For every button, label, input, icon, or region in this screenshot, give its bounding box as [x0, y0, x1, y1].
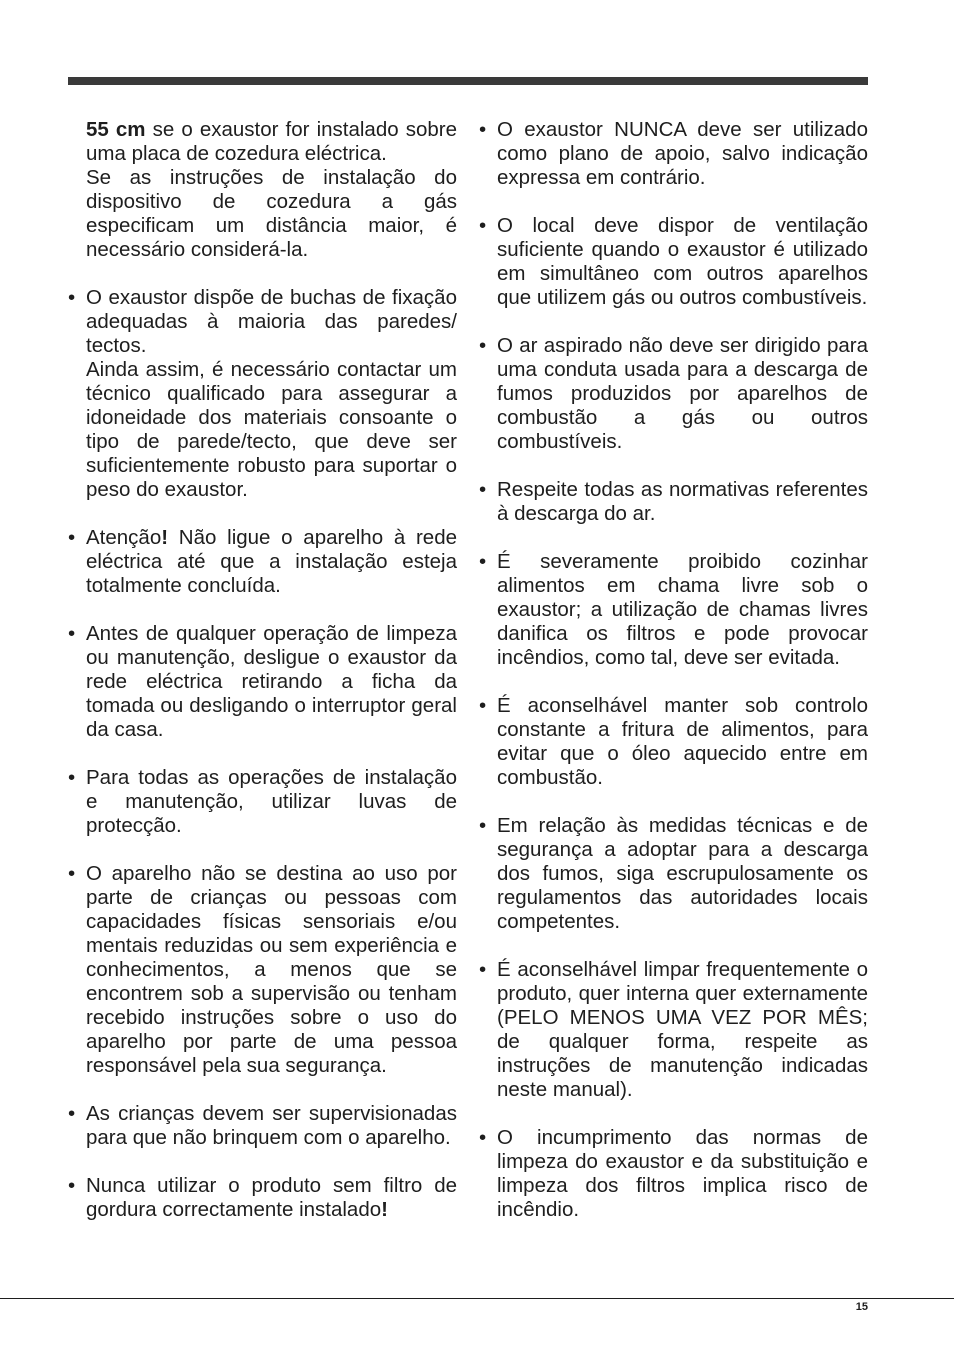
warning-mark: !: [161, 526, 169, 549]
bullet: •: [479, 118, 487, 141]
item-text: O ar aspirado não deve ser dirigido para uma conduta usada para a descarga de fumos produzidos por aparelhos de combustão a gás ou outros combustíveis.: [497, 334, 868, 453]
item-text: O exaustor dispõe de buchas de fixação adequadas à maioria das paredes/ tectos.: [86, 286, 457, 357]
item-text: É severamente proibido cozinhar alimentos em chama livre sob o exaustor; a utilização de chamas livres danifica os filtros e pode provocar incêndios, como tal, deve ser evitada.: [497, 550, 868, 669]
bullet: •: [68, 526, 76, 549]
bullet: •: [479, 478, 487, 501]
page-number: 15: [855, 1301, 868, 1313]
bullet: •: [68, 1174, 76, 1197]
item-text: Respeite todas as normativas referentes à descarga do ar.: [497, 478, 868, 525]
left-item-2: [68, 526, 457, 598]
right-item-7: [479, 814, 868, 934]
right-item-4: [479, 478, 868, 526]
right-item-8: [479, 958, 868, 1102]
warning-mark: !: [381, 1198, 388, 1221]
bullet: •: [479, 214, 487, 237]
item-text: Em relação às medidas técnicas e de segurança a adoptar para a descarga dos fumos, siga escrupulosamente os regulamentos das autoridades locais competentes.: [497, 814, 868, 933]
left-item-4: [68, 766, 457, 838]
header-bar: [68, 77, 868, 85]
right-item-9: [479, 1126, 868, 1222]
intro-text: se o exaustor for instalado sobre uma placa de cozedura eléctrica.: [86, 118, 457, 165]
right-column: [479, 118, 868, 1246]
bullet: •: [68, 622, 76, 645]
intro-continuation: Se as instruções de instalação do dispositivo de cozedura a gás especificam um distância maior, é necessário considerá-la.: [86, 166, 457, 261]
item-text-pre: Atenção: [86, 526, 162, 549]
item-text: Para todas as operações de instalação e manutenção, utilizar luvas de protecção.: [86, 766, 457, 837]
right-item-3: [479, 334, 868, 454]
item-text: É aconselhável manter sob controlo constante a fritura de alimentos, para evitar que o óleo aquecido entre em combustão.: [497, 694, 868, 789]
bullet: •: [479, 334, 487, 357]
item-text-pre: Nunca utilizar o produto sem filtro de gordura correctamente instalado: [86, 1174, 457, 1221]
left-column: [68, 118, 457, 1246]
bullet: •: [68, 286, 76, 309]
item-text-post: Não ligue o aparelho à rede eléctrica até que a instalação esteja totalmente concluída.: [86, 526, 457, 597]
left-item-1: [68, 286, 457, 502]
bullet: •: [479, 958, 487, 981]
item-text: Antes de qualquer operação de limpeza ou manutenção, desligue o exaustor da rede eléctrica retirando a ficha da tomada ou desligando o interruptor geral da casa.: [86, 622, 457, 741]
right-item-5: [479, 550, 868, 670]
intro-bold-measure: 55 cm: [86, 118, 146, 141]
intro-paragraph: [68, 118, 457, 262]
item-text: O exaustor NUNCA deve ser utilizado como plano de apoio, salvo indicação expressa em contrário.: [497, 118, 868, 189]
item-continuation: Ainda assim, é necessário contactar um técnico qualificado para assegurar a idoneidade dos materiais consoante o tipo de parede/tecto, que deve ser suficientemente robusto para suportar o peso do exaustor.: [86, 358, 457, 501]
bullet: •: [479, 814, 487, 837]
left-item-3: [68, 622, 457, 742]
left-item-6: [68, 1102, 457, 1150]
left-item-5: [68, 862, 457, 1078]
bullet: •: [68, 766, 76, 789]
right-item-1: [479, 118, 868, 190]
footer-rule: [0, 1298, 954, 1299]
left-item-7: [68, 1174, 457, 1222]
item-text: O aparelho não se destina ao uso por parte de crianças ou pessoas com capacidades físicas sensoriais e/ou mentais reduzidas ou sem experiência e conhecimentos, a menos que se encontrem sob a supervisão ou tenham recebido instruções sobre o uso do aparelho por parte de uma pessoa responsável pela sua segurança.: [86, 862, 457, 1077]
bullet: •: [479, 1126, 487, 1149]
item-text: O incumprimento das normas de limpeza do exaustor e da substituição e limpeza dos filtros implica risco de incêndio.: [497, 1126, 868, 1221]
right-item-2: [479, 214, 868, 310]
intro-first-line: [86, 118, 457, 166]
bullet: •: [479, 550, 487, 573]
item-text: É aconselhável limpar frequentemente o produto, quer interna quer externamente (PELO MENOS UMA VEZ POR MÊS; de qualquer forma, respeite as instruções de manutenção indicadas neste manual).: [497, 958, 868, 1101]
item-text: O local deve dispor de ventilação suficiente quando o exaustor é utilizado em simultâneo com outros aparelhos que utilizem gás ou outros combustíveis.: [497, 214, 868, 309]
bullet: •: [68, 1102, 76, 1125]
item-text: As crianças devem ser supervisionadas para que não brinquem com o aparelho.: [86, 1102, 457, 1149]
bullet: •: [68, 862, 76, 885]
right-item-6: [479, 694, 868, 790]
bullet: •: [479, 694, 487, 717]
